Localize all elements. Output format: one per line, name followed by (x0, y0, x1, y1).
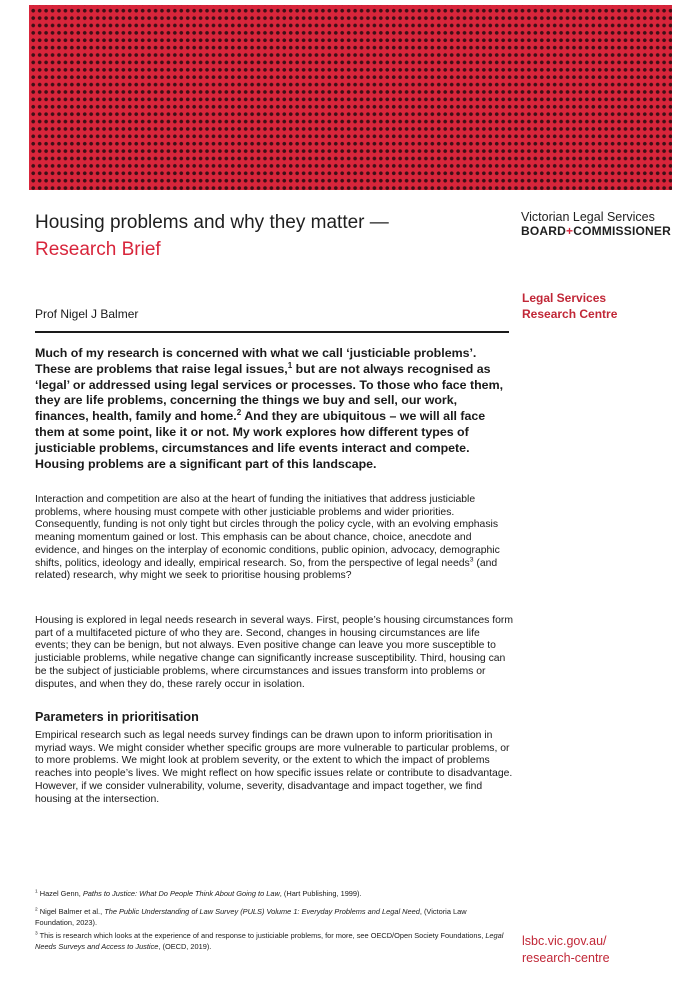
header-divider (35, 331, 509, 333)
page-subtitle: Research Brief (35, 239, 161, 260)
research-centre-line-2: Research Centre (522, 307, 618, 321)
website-line-2: research-centre (522, 951, 610, 965)
body-paragraph-3: Empirical research such as legal needs survey findings can be drawn upon to inform prioritisation in myriad ways. We might consider whether specific groups are more vulnerable to particular problems, or to more problems. We might look at problem severity, or the extent to which the impact of problems reaches into people’s lives. We might reflect on how specific issues relate or contribute to disadvantage. However, if we consider vulnerability, volume, severity, disadvantage and impact together, we find housing at the intersection. (35, 730, 513, 805)
footnote-2-title: The Public Understanding of Law Survey (PULS) Volume 1: Everyday Problems and Legal Need (104, 907, 420, 916)
footnote-2 (35, 907, 505, 928)
footnote-1-text: Hazel Genn, (37, 889, 83, 898)
footnote-1-number: 1 (35, 889, 38, 895)
lead-text-1: Much of my research is concerned with what we call ‘justiciable problems’. These are problems that raise legal issues, (35, 346, 477, 376)
footnote-1 (35, 889, 505, 900)
section-heading: Parameters in prioritisation (35, 710, 199, 724)
footnote-3-number: 3 (35, 931, 38, 937)
footnote-3 (35, 931, 505, 952)
body-paragraph-1-text-1: Interaction and competition are also at the heart of funding the initiatives that address justiciable problems, where housing must compete with other justiciable problems and wider priorities. Consequently, funding is not only tight but circles through the policy cycle, with an evolving emphasis meaning momentum gained or lost. This emphasis can be about chance, choice, anecdote and evidence, and hinges on the interplay of economic conditions, public opinion, advocacy, demographic shifts, politics, ideology and ideally, empirical research. So, from the perspective of legal needs (35, 494, 500, 569)
footnote-1-title: Paths to Justice: What Do People Think About Going to Law (82, 889, 280, 898)
footnote-1-citation: , (Hart Publishing, 1999). (279, 889, 362, 898)
body-paragraph-1-text-2: (and related) research, why might we seek to prioritise housing problems? (35, 557, 498, 582)
logo-board: BOARD (521, 224, 566, 238)
footnote-3-text: This is research which looks at the experience of and response to justiciable problems, for more, see OECD/Open Society Foundations, (37, 931, 486, 940)
footnote-2-citation: , (Victoria Law Foundation, 2023). (35, 907, 467, 927)
website-line-1: lsbc.vic.gov.au/ (522, 934, 607, 948)
footnote-2-text: Nigel Balmer et al., (37, 907, 105, 916)
website-link[interactable] (522, 933, 610, 967)
logo-commissioner: COMMISSIONER (573, 224, 671, 238)
footnote-3-title: Legal Needs Surveys and Access to Justice (35, 931, 504, 951)
vlsb-logo (521, 210, 671, 238)
lead-text-3: And they are ubiquitous – we will all face them at some point, like it or not. My work explores how different types of justiciable problems, circumstances and life events interact and compete. Housing problems are a significant part of this landscape. (35, 409, 486, 471)
body-paragraph-1 (35, 494, 515, 583)
lead-paragraph (35, 346, 513, 472)
body-paragraph-2: Housing is explored in legal needs research in several ways. First, people’s housing circumstances form part of a multifaceted picture of who they are. Second, changes in housing circumstances are life events; they can be benign, but not always. Even positive change can leave you more susceptible to justiciable problems, while negative change can significantly increase susceptibility. Third, housing can be the subject of justiciable problems, where circumstances and issues transform into problems or disputes, and when they do, these rarely occur in isolation. (35, 615, 514, 690)
logo-line-2 (521, 224, 671, 238)
author-name: Prof Nigel J Balmer (35, 307, 139, 321)
footnote-ref-1: 1 (287, 360, 293, 370)
logo-plus-icon: + (566, 224, 574, 238)
footnote-ref-2: 2 (236, 408, 242, 418)
footnote-ref-3: 3 (469, 556, 474, 564)
logo-line-1: Victorian Legal Services (521, 210, 655, 224)
footnote-3-citation: , (OECD, 2019). (158, 941, 212, 951)
research-centre-label (522, 290, 617, 322)
lead-text-2: but are not always recognised as ‘legal’ or addressed using legal services or processes. To those who face them, they are life problems, concerning the things we buy and sell, our work, finances, health, family and home. (35, 361, 504, 424)
footnote-2-number: 2 (35, 907, 38, 913)
dotted-red-banner (29, 5, 672, 190)
page-title: Housing problems and why they matter — (35, 212, 389, 233)
research-centre-line-1: Legal Services (522, 291, 607, 305)
